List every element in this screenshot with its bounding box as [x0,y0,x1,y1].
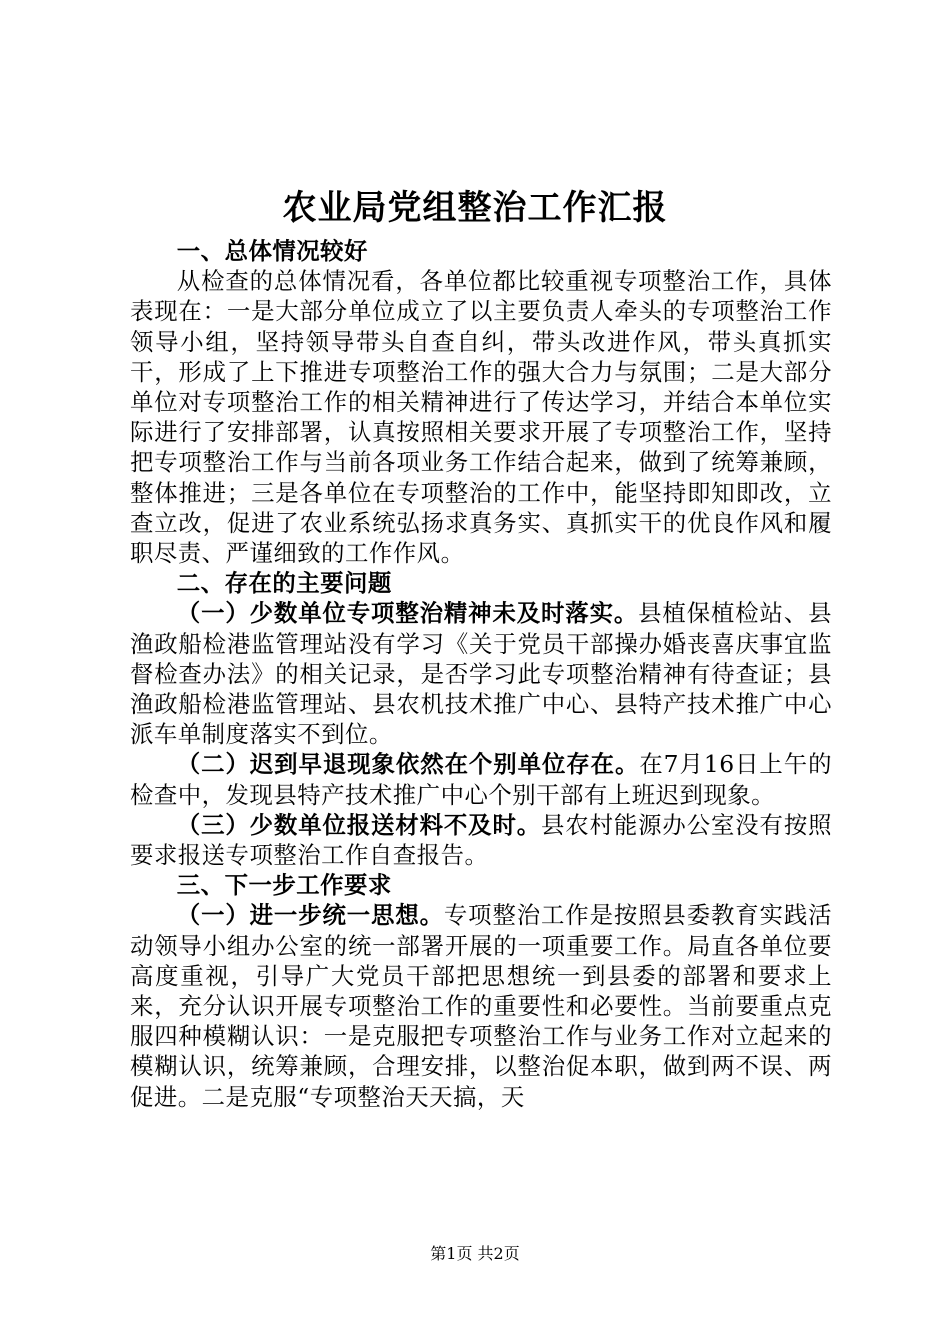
paragraph-text: 县农村能源办公室没有按照要求报送专项整治工作自查报告。 [130,810,832,870]
paragraph-text: 专项整治工作是按照县委教育实践活动领导小组办公室的统一部署开展的一项重要工作。局直各单位要高度重视，引导广大党员干部把思想统一到县委的部署和要求上来，充分认识开展专项整治工作的重要性和必要性。当前要重点克服四种模糊认识：一是克服把专项整治工作与业务工作对立起来的模糊认识，统筹兼顾，合理安排，以整治促本职，做到两不误、两促进。二是克服“专项整治天天搞，天 [130,901,832,1111]
paragraph [130,900,832,1111]
section-heading: 一、总体情况较好 [176,237,368,265]
section-heading: 三、下一步工作要求 [176,871,392,900]
paragraph-lead: （一）进一步统一思想。 [176,901,444,930]
paragraph [130,598,832,749]
paragraph-text: 从检查的总体情况看，各单位都比较重视专项整治工作，具体表现在：一是大部分单位成立了以主要负责人牵头的专项整治工作领导小组，坚持领导带头自查自纠，带头改进作风，带头真抓实干，形成了上下推进专项整治工作的强大合力与氛围；二是大部分单位对专项整治工作的相关精神进行了传达学习，并结合本单位实际进行了安排部署，认真按照相关要求开展了专项整治工作，坚持把专项整治工作与当前各项业务工作结合起来，做到了统筹兼顾，整体推进；三是各单位在专项整治的工作中，能坚持即知即改，立查立改，促进了农业系统弘扬求真务实、真抓实干的优良作风和履职尽责、严谨细致的工作作风。 [130,267,832,568]
paragraph-lead: （一）少数单位专项整治精神未及时落实。 [176,599,639,628]
paragraph-lead: （三）少数单位报送材料不及时。 [176,810,542,839]
paragraph [130,810,832,870]
paragraph [130,266,832,568]
document-title: 农业局党组整治工作汇报 [282,188,668,228]
paragraph-text: 在7月16日上午的检查中，发现县特产技术推广中心个别干部有上班迟到现象。 [130,750,832,809]
page-footer: 第1页 共2页 [430,1244,520,1263]
section-heading: 二、存在的主要问题 [176,569,392,598]
paragraph-lead: （二）迟到早退现象依然在个别单位存在。 [176,750,640,779]
paragraph-text: 县植保植检站、县渔政船检港监管理站没有学习《关于党员干部操办婚丧喜庆事宜监督检查办法》的相关记录，是否学习此专项整治精神有待查证；县渔政船检港监管理站、县农机技术推广中心、县特产技术推广中心派车单制度落实不到位。 [130,599,832,749]
paragraph [130,749,832,809]
document-body [130,236,832,1112]
